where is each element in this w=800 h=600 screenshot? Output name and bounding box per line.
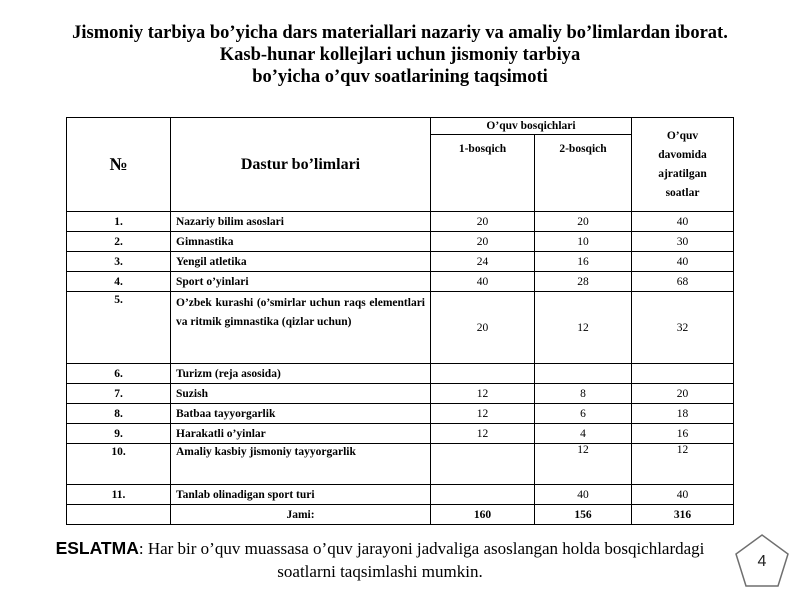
table-row (67, 364, 734, 384)
page-number-badge (733, 532, 791, 590)
row-stage1-hours: 24 (431, 252, 535, 272)
table-row (67, 232, 734, 252)
table-row (67, 384, 734, 404)
row-total-hours (632, 364, 734, 384)
row-number: 5. (67, 292, 171, 364)
header-stage-2: 2-bosqich (535, 135, 632, 212)
row-stage2-hours: 8 (535, 384, 632, 404)
row-number: 7. (67, 384, 171, 404)
row-number: 10. (67, 444, 171, 485)
header-total-hours: O’quv davomida ajratilgan soatlar (632, 118, 734, 212)
row-section: Tanlab olinadigan sport turi (171, 485, 431, 505)
row-total-hours: 32 (632, 292, 734, 364)
row-stage1-hours (431, 444, 535, 485)
row-stage2-hours: 6 (535, 404, 632, 424)
page-number: 4 (757, 553, 767, 570)
table-sum-row (67, 505, 734, 525)
hours-distribution-table (66, 117, 734, 525)
row-section: Yengil atletika (171, 252, 431, 272)
sum-stage2-hours: 156 (535, 505, 632, 525)
row-section: Gimnastika (171, 232, 431, 252)
row-stage2-hours (535, 364, 632, 384)
row-stage1-hours: 20 (431, 232, 535, 252)
row-stage2-hours: 12 (535, 292, 632, 364)
row-total-hours: 40 (632, 252, 734, 272)
header-stages: O’quv bosqichlari (431, 118, 632, 135)
row-section: Nazariy bilim asoslari (171, 212, 431, 232)
row-stage1-hours: 20 (431, 292, 535, 364)
row-number: 6. (67, 364, 171, 384)
sum-stage1-hours: 160 (431, 505, 535, 525)
row-number: 8. (67, 404, 171, 424)
table-row (67, 212, 734, 232)
row-stage1-hours: 40 (431, 272, 535, 292)
row-section: Turizm (reja asosida) (171, 364, 431, 384)
title-line-1: Jismoniy tarbiya bo’yicha dars materiallari nazariy va amaliy bo’limlardan iborat. (72, 23, 728, 43)
row-stage1-hours (431, 364, 535, 384)
header-stage-1: 1-bosqich (431, 135, 535, 212)
row-number: 3. (67, 252, 171, 272)
title-line-2: Kasb-hunar kollejlari uchun jismoniy tarbiya (219, 45, 581, 65)
row-stage2-hours: 10 (535, 232, 632, 252)
slide-title (10, 22, 790, 88)
row-number: 9. (67, 424, 171, 444)
sum-total-hours: 316 (632, 505, 734, 525)
row-stage2-hours: 4 (535, 424, 632, 444)
sum-empty-cell (67, 505, 171, 525)
header-sections: Dastur bo’limlari (171, 118, 431, 212)
note-text: : Har bir o’quv muassasa o’quv jarayoni jadvaliga asoslangan holda bosqichlardagi soatlarni taqsimlashi mumkin. (138, 539, 705, 581)
row-section: Harakatli o’yinlar (171, 424, 431, 444)
row-total-hours: 20 (632, 384, 734, 404)
row-total-hours: 68 (632, 272, 734, 292)
row-stage1-hours: 12 (431, 424, 535, 444)
table-header-row (67, 118, 734, 135)
note-label: ESLATMA (55, 538, 139, 558)
row-section: Suzish (171, 384, 431, 404)
row-total-hours: 16 (632, 424, 734, 444)
row-stage1-hours: 12 (431, 404, 535, 424)
row-total-hours: 30 (632, 232, 734, 252)
row-stage2-hours: 12 (535, 444, 632, 485)
table-row (67, 252, 734, 272)
row-number: 4. (67, 272, 171, 292)
sum-label: Jami: (171, 505, 431, 525)
row-stage1-hours (431, 485, 535, 505)
table-row (67, 404, 734, 424)
note (40, 537, 720, 583)
row-total-hours: 12 (632, 444, 734, 485)
row-stage1-hours: 20 (431, 212, 535, 232)
row-section: Sport o’yinlari (171, 272, 431, 292)
table-row (67, 424, 734, 444)
row-number: 2. (67, 232, 171, 252)
row-number: 1. (67, 212, 171, 232)
table-row (67, 444, 734, 485)
row-stage2-hours: 40 (535, 485, 632, 505)
row-total-hours: 40 (632, 485, 734, 505)
title-line-3: bo’yicha o’quv soatlarining taqsimoti (252, 67, 548, 87)
row-section: Batbaa tayyorgarlik (171, 404, 431, 424)
table-row (67, 292, 734, 364)
table-row (67, 272, 734, 292)
row-stage2-hours: 16 (535, 252, 632, 272)
row-total-hours: 18 (632, 404, 734, 424)
row-number: 11. (67, 485, 171, 505)
row-stage2-hours: 20 (535, 212, 632, 232)
row-section: Amaliy kasbiy jismoniy tayyorgarlik (171, 444, 431, 485)
header-number: № (67, 118, 171, 212)
row-stage1-hours: 12 (431, 384, 535, 404)
table-row (67, 485, 734, 505)
row-total-hours: 40 (632, 212, 734, 232)
row-section: O’zbek kurashi (o’smirlar uchun raqs elementlari va ritmik gimnastika (qizlar uchun) (171, 292, 431, 364)
row-stage2-hours: 28 (535, 272, 632, 292)
